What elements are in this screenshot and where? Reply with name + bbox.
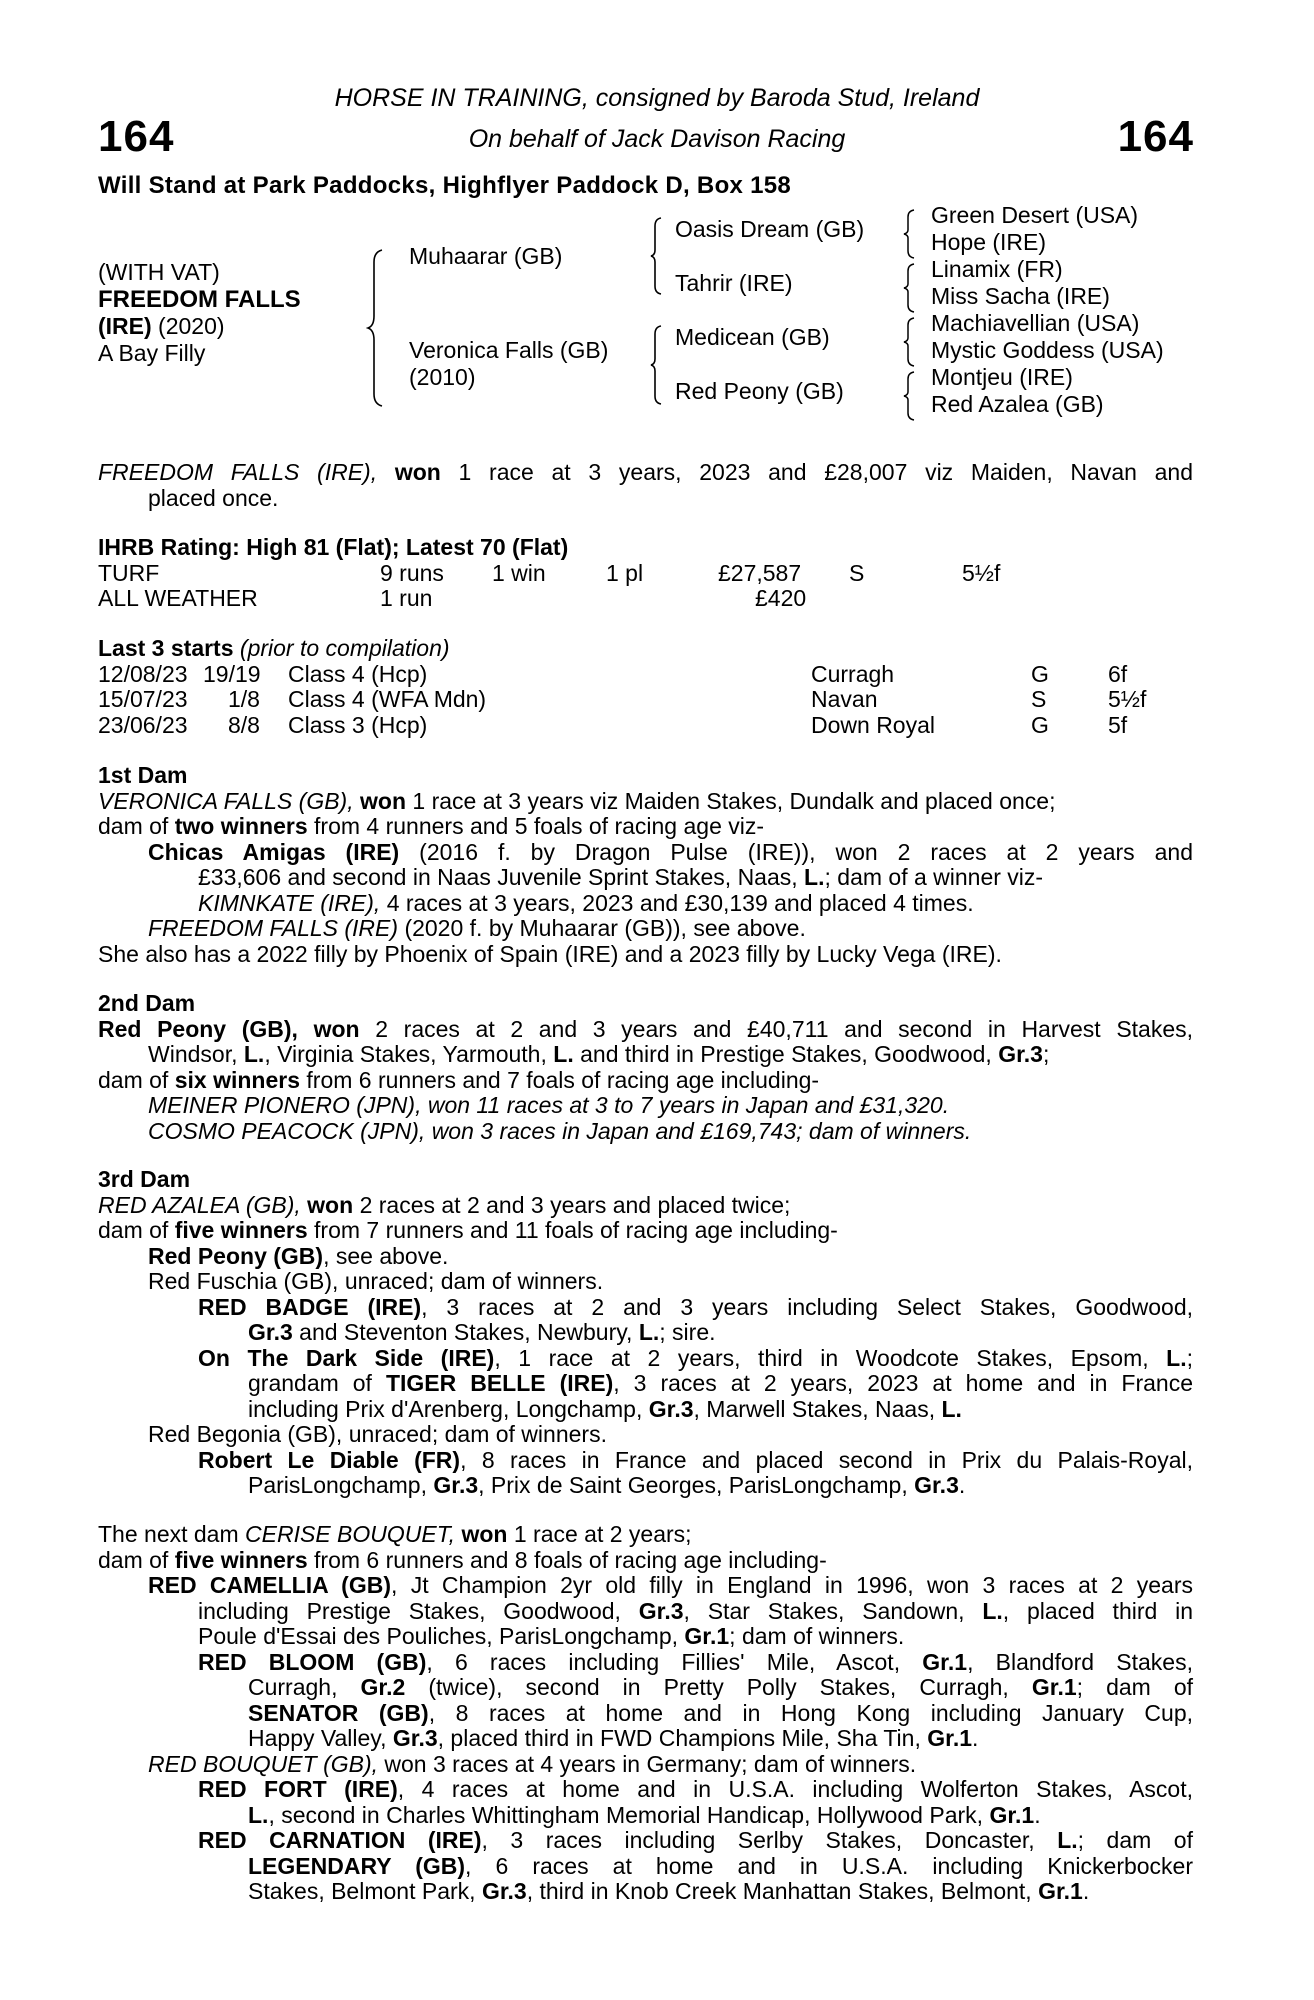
progeny-name: On The Dark Side (IRE) bbox=[198, 1344, 495, 1371]
third-dam-line bbox=[98, 1320, 1193, 1346]
text: from 7 runners and 11 foals of racing age including- bbox=[314, 1217, 838, 1243]
start-class: Class 3 (Hcp) bbox=[288, 711, 428, 738]
group-label: Gr.3 bbox=[481, 1878, 527, 1904]
sire-dam-name: Tahrir (IRE) bbox=[675, 270, 793, 296]
text: and third in Prestige Stakes, Goodwood, bbox=[580, 1041, 992, 1067]
text: . bbox=[1034, 1801, 1041, 1828]
next-dam-line bbox=[98, 1548, 1193, 1574]
listed-label: L. bbox=[553, 1041, 574, 1067]
text: , Marwell Stakes, Naas, bbox=[693, 1395, 936, 1422]
text: , Blandford Stakes, bbox=[967, 1648, 1193, 1675]
progeny-name: RED BOUQUET (GB), bbox=[148, 1750, 379, 1777]
ancestor-montjeu: Montjeu (IRE) bbox=[931, 364, 1073, 390]
text: from 6 runners and 7 foals of racing age including- bbox=[306, 1066, 820, 1093]
start-course: Navan bbox=[811, 686, 878, 712]
progeny-name: KIMNKATE (IRE), bbox=[198, 889, 381, 916]
progeny-name: FREEDOM FALLS (IRE) bbox=[148, 915, 399, 941]
listed-label: L. bbox=[941, 1395, 962, 1422]
text: , Star Stakes, Sandown, bbox=[683, 1597, 965, 1624]
progeny-name: Robert Le Diable (FR) bbox=[198, 1446, 461, 1473]
first-dam-name: VERONICA FALLS (GB), bbox=[98, 787, 354, 814]
pedigree-brace-g1 bbox=[902, 208, 916, 260]
group-label: Gr.2 bbox=[360, 1674, 406, 1700]
text: dam of bbox=[98, 1546, 169, 1573]
horse-year: (2020) bbox=[151, 313, 225, 339]
rating-distance: 5½f bbox=[962, 559, 1001, 586]
third-dam-name: RED AZALEA (GB), bbox=[98, 1191, 301, 1218]
first-dam-line bbox=[98, 789, 1193, 815]
on-behalf-heading: On behalf of Jack Davison Racing bbox=[468, 125, 846, 153]
text: from 6 runners and 8 foals of racing age including- bbox=[314, 1546, 827, 1573]
next-dam-line bbox=[98, 1726, 1193, 1752]
text: dam of bbox=[98, 1066, 169, 1093]
third-dam-title: 3rd Dam bbox=[98, 1166, 191, 1192]
text: Happy Valley, bbox=[248, 1725, 387, 1751]
ancestor-mystic-goddess: Mystic Goddess (USA) bbox=[931, 337, 1164, 363]
text: including Prix d'Arenberg, Longchamp, bbox=[248, 1395, 643, 1422]
third-dam-line bbox=[98, 1244, 1193, 1270]
next-dam-line bbox=[98, 1522, 1193, 1548]
next-dam-line bbox=[98, 1803, 1193, 1829]
text: . bbox=[972, 1725, 979, 1751]
first-dam-line bbox=[98, 891, 1193, 917]
second-dam-name: Red Peony (GB), bbox=[98, 1015, 298, 1042]
text: , 4 races at home and in U.S.A. including Wolferton Stakes, Ascot, bbox=[397, 1776, 1193, 1802]
start-date: 15/07/23 bbox=[98, 686, 188, 712]
progeny-name: Chicas Amigas (IRE) bbox=[148, 838, 400, 865]
won-label: won bbox=[461, 1521, 508, 1547]
text: , Jt Champion 2yr old filly in England in 1996, won 3 races at 2 years bbox=[391, 1572, 1194, 1598]
text: , placed third in bbox=[1002, 1597, 1194, 1624]
first-dam-line bbox=[98, 814, 1193, 840]
text: including Prestige Stakes, Goodwood, bbox=[198, 1597, 621, 1624]
next-dam-line bbox=[98, 1828, 1193, 1854]
pedigree-brace-g4 bbox=[902, 370, 916, 422]
pedigree-brace-g3 bbox=[902, 316, 916, 368]
progeny-name: RED CAMELLIA (GB) bbox=[148, 1572, 391, 1598]
summary-text: 1 race at 3 years, 2023 and £28,007 viz Maiden, Navan and bbox=[458, 459, 1194, 485]
ancestor-linamix: Linamix (FR) bbox=[931, 256, 1063, 282]
group-label: Gr.3 bbox=[638, 1597, 684, 1624]
text: Stakes, Belmont Park, bbox=[248, 1878, 476, 1904]
next-dam-line bbox=[98, 1573, 1193, 1599]
next-dam-line bbox=[98, 1854, 1193, 1880]
text: ; bbox=[1042, 1041, 1050, 1067]
second-dam-line bbox=[98, 1042, 1193, 1068]
last-starts-section bbox=[98, 636, 1193, 738]
start-distance: 6f bbox=[1108, 660, 1128, 687]
text: ; dam of bbox=[1077, 1827, 1193, 1853]
rating-prize: £420 bbox=[755, 585, 807, 611]
third-dam-line bbox=[98, 1397, 1193, 1423]
second-dam-line: COSMO PEACOCK (JPN), won 3 races in Japan and £169,743; dam of winners. bbox=[148, 1117, 972, 1144]
text: , 3 races at 2 years, 2023 at home and in France bbox=[613, 1370, 1193, 1396]
start-date: 12/08/23 bbox=[98, 660, 188, 687]
text: . bbox=[1082, 1878, 1090, 1904]
text: , 6 races including Fillies' Mile, Ascot, bbox=[426, 1648, 901, 1675]
progeny-name: RED FORT (IRE) bbox=[198, 1776, 398, 1802]
group-label: Gr.3 bbox=[914, 1472, 959, 1498]
start-position: 19/19 bbox=[203, 660, 261, 687]
second-dam-record: 2 races at 2 and 3 years and £40,711 and second in Harvest Stakes, bbox=[375, 1015, 1194, 1042]
horse-name: FREEDOM FALLS bbox=[98, 286, 301, 313]
text: . bbox=[958, 1472, 966, 1498]
winners-count: six winners bbox=[174, 1066, 300, 1093]
horse-suffix-year bbox=[98, 313, 225, 340]
text: £33,606 and second in Naas Juvenile Sprint Stakes, Naas, bbox=[198, 864, 798, 890]
group-label: Gr.3 bbox=[998, 1041, 1043, 1067]
text: Poule d'Essai des Pouliches, ParisLongchamp, bbox=[198, 1623, 679, 1649]
progeny-record: (2020 f. by Muhaarar (GB)), see above. bbox=[404, 915, 806, 941]
ancestor-hope: Hope (IRE) bbox=[931, 229, 1047, 255]
summary-won: won bbox=[394, 459, 441, 485]
text: Windsor, bbox=[148, 1041, 238, 1067]
text: , 3 races at 2 and 3 years including Select Stakes, Goodwood, bbox=[421, 1293, 1193, 1320]
last-starts-title bbox=[98, 636, 1193, 662]
progeny-record: 4 races at 3 years, 2023 and £30,139 and placed 4 times. bbox=[386, 889, 974, 916]
group-label: Gr.1 bbox=[927, 1725, 973, 1751]
rating-row-all-weather bbox=[98, 586, 1193, 612]
listed-label: L. bbox=[638, 1319, 660, 1345]
next-dam-line bbox=[98, 1675, 1193, 1701]
rating-prize: £27,587 bbox=[718, 559, 802, 586]
listed-label: L. bbox=[1166, 1344, 1187, 1371]
start-row bbox=[98, 687, 1193, 713]
third-dam-line bbox=[98, 1473, 1193, 1499]
text: ; dam of winners. bbox=[729, 1623, 905, 1649]
rating-runs: 9 runs bbox=[380, 559, 444, 586]
listed-label: L. bbox=[1057, 1827, 1078, 1853]
text: , 6 races at home and in U.S.A. including Knickerbocker bbox=[465, 1852, 1194, 1879]
second-dam-line bbox=[98, 1068, 1193, 1094]
ancestor-machiavellian: Machiavellian (USA) bbox=[931, 310, 1140, 336]
progeny-name: SENATOR (GB) bbox=[248, 1699, 429, 1726]
text: , 8 races in France and placed second in Prix du Palais-Royal, bbox=[460, 1446, 1193, 1473]
text: , third in Knob Creek Manhattan Stakes, Belmont, bbox=[526, 1878, 1032, 1904]
start-course: Curragh bbox=[811, 660, 895, 687]
dam-sire-name: Medicean (GB) bbox=[675, 324, 830, 350]
first-dam-line bbox=[98, 916, 1193, 942]
rating-title: IHRB Rating: High 81 (Flat); Latest 70 (Flat) bbox=[98, 534, 569, 560]
next-dam-line bbox=[98, 1650, 1193, 1676]
second-dam-line: MEINER PIONERO (JPN), won 11 races at 3 to 7 years in Japan and £31,320. bbox=[148, 1092, 950, 1118]
listed-label: L. bbox=[248, 1801, 269, 1828]
text: , see above. bbox=[323, 1242, 449, 1269]
horse-description: A Bay Filly bbox=[98, 340, 206, 366]
text: dam of bbox=[98, 813, 169, 839]
group-label: Gr.1 bbox=[989, 1801, 1035, 1828]
first-dam-line bbox=[98, 840, 1193, 866]
next-dam-line bbox=[98, 1701, 1193, 1727]
first-dam-line: She also has a 2022 filly by Phoenix of Spain (IRE) and a 2023 filly by Lucky Vega (IRE). bbox=[98, 940, 1002, 967]
start-date: 23/06/23 bbox=[98, 711, 188, 738]
sire-name: Muhaarar (GB) bbox=[409, 243, 563, 269]
third-dam-line bbox=[98, 1448, 1193, 1474]
start-course: Down Royal bbox=[811, 711, 935, 738]
second-dam-section bbox=[98, 991, 1193, 1144]
summary-horse: FREEDOM FALLS (IRE), bbox=[98, 459, 378, 485]
start-class: Class 4 (Hcp) bbox=[288, 660, 428, 687]
next-dam-name: CERISE BOUQUET, bbox=[245, 1521, 456, 1547]
third-dam-section bbox=[98, 1167, 1193, 1499]
ancestor-red-azalea: Red Azalea (GB) bbox=[931, 391, 1104, 417]
text: dam of bbox=[98, 1217, 169, 1243]
progeny-name: Red Peony (GB) bbox=[148, 1242, 324, 1269]
progeny-record: (2016 f. by Dragon Pulse (IRE)), won 2 races at 2 years and bbox=[419, 838, 1193, 865]
won-label: won bbox=[307, 1191, 354, 1218]
summary-line-1 bbox=[98, 460, 1193, 486]
start-going: G bbox=[1031, 660, 1049, 687]
won-label: won bbox=[313, 1015, 360, 1042]
rating-row-turf bbox=[98, 561, 1193, 587]
text: won 3 races at 4 years in Germany; dam of winners. bbox=[384, 1750, 917, 1777]
rating-wins: 1 win bbox=[492, 559, 546, 586]
race-summary bbox=[98, 460, 1193, 511]
summary-line-2: placed once. bbox=[148, 484, 279, 511]
text: , placed third in FWD Champions Mile, Sha Tin, bbox=[437, 1725, 921, 1751]
listed-label: L. bbox=[243, 1041, 265, 1067]
third-dam-line bbox=[98, 1346, 1193, 1372]
progeny-name: LEGENDARY (GB) bbox=[248, 1852, 466, 1879]
rating-section bbox=[98, 535, 1193, 612]
text: ParisLongchamp, bbox=[248, 1472, 427, 1498]
start-row bbox=[98, 662, 1193, 688]
start-row bbox=[98, 713, 1193, 739]
text: ; sire. bbox=[659, 1319, 716, 1345]
group-label: Gr.1 bbox=[1038, 1878, 1083, 1904]
text: Curragh, bbox=[248, 1674, 338, 1700]
rating-runs: 1 run bbox=[380, 585, 433, 611]
start-class: Class 4 (WFA Mdn) bbox=[288, 686, 487, 712]
progeny-name: RED CARNATION (IRE) bbox=[198, 1827, 482, 1853]
first-dam-line bbox=[98, 865, 1193, 891]
text: from 4 runners and 5 foals of racing age viz- bbox=[314, 813, 765, 839]
group-label: Gr.3 bbox=[648, 1395, 694, 1422]
group-label: Gr.3 bbox=[433, 1472, 479, 1498]
third-dam-line bbox=[98, 1218, 1193, 1244]
second-dam-line bbox=[98, 1017, 1193, 1043]
text: ; dam of a winner viz- bbox=[824, 864, 1044, 890]
group-label: Gr.1 bbox=[922, 1648, 968, 1675]
text: (twice), second in Pretty Polly Stakes, Curragh, bbox=[428, 1674, 1009, 1700]
pedigree-brace-main bbox=[366, 248, 386, 408]
next-dam-line bbox=[98, 1752, 1193, 1778]
group-label: Gr.1 bbox=[684, 1623, 730, 1649]
text: grandam of bbox=[248, 1370, 372, 1396]
vat-label: (WITH VAT) bbox=[98, 259, 220, 285]
dam-dam-name: Red Peony (GB) bbox=[675, 378, 844, 404]
text: The next dam bbox=[98, 1521, 239, 1547]
start-distance: 5½f bbox=[1108, 686, 1147, 712]
second-dam-title: 2nd Dam bbox=[98, 990, 196, 1016]
listed-label: L. bbox=[982, 1597, 1003, 1624]
pedigree-brace-sire bbox=[649, 216, 663, 296]
first-dam-record: 1 race at 3 years viz Maiden Stakes, Dundalk and placed once; bbox=[412, 787, 1056, 814]
third-dam-line bbox=[98, 1371, 1193, 1397]
third-dam-line bbox=[98, 1295, 1193, 1321]
text: , Virginia Stakes, Yarmouth, bbox=[264, 1041, 547, 1067]
text: , 1 race at 2 years, third in Woodcote Stakes, Epsom, bbox=[494, 1344, 1149, 1371]
next-dam-line bbox=[98, 1599, 1193, 1625]
start-position: 1/8 bbox=[228, 686, 260, 712]
start-position: 8/8 bbox=[228, 711, 260, 738]
group-label: Gr.3 bbox=[248, 1319, 293, 1345]
dam-year: (2010) bbox=[409, 364, 476, 390]
text: ; dam of bbox=[1076, 1674, 1194, 1700]
horse-country: (IRE) bbox=[98, 313, 152, 339]
last-starts-heading: Last 3 starts bbox=[98, 635, 234, 661]
group-label: Gr.1 bbox=[1031, 1674, 1077, 1700]
pedigree-brace-dam bbox=[649, 324, 663, 406]
lot-number-left: 164 bbox=[98, 112, 175, 161]
start-going: G bbox=[1031, 711, 1049, 738]
text: , Prix de Saint Georges, ParisLongchamp, bbox=[478, 1472, 908, 1498]
pedigree-brace-g2 bbox=[902, 262, 916, 314]
consignor-heading: HORSE IN TRAINING, consigned by Baroda Stud, Ireland bbox=[334, 84, 980, 112]
third-dam-line: Red Begonia (GB), unraced; dam of winners. bbox=[148, 1421, 607, 1447]
text: 1 race at 2 years; bbox=[513, 1521, 692, 1547]
group-label: Gr.3 bbox=[392, 1725, 438, 1751]
progeny-name: RED BADGE (IRE) bbox=[198, 1293, 422, 1320]
listed-label: L. bbox=[804, 864, 825, 890]
text: and Steventon Stakes, Newbury, bbox=[299, 1319, 633, 1345]
rating-places: 1 pl bbox=[606, 559, 644, 586]
winners-count: five winners bbox=[174, 1546, 308, 1573]
stand-location: Will Stand at Park Paddocks, Highflyer Paddock D, Box 158 bbox=[98, 172, 792, 199]
third-dam-line bbox=[98, 1193, 1193, 1219]
start-going: S bbox=[1031, 686, 1047, 712]
rating-surface: ALL WEATHER bbox=[98, 585, 258, 611]
last-starts-note: (prior to compilation) bbox=[239, 635, 450, 661]
rating-going: S bbox=[849, 559, 865, 586]
ancestor-miss-sacha: Miss Sacha (IRE) bbox=[931, 283, 1110, 309]
text: , 8 races at home and in Hong Kong including January Cup, bbox=[428, 1699, 1193, 1726]
third-dam-line: Red Fuschia (GB), unraced; dam of winners. bbox=[148, 1268, 604, 1294]
winners-count: five winners bbox=[174, 1217, 308, 1243]
ancestor-green-desert: Green Desert (USA) bbox=[931, 202, 1139, 228]
next-dam-section bbox=[98, 1522, 1193, 1905]
text: , 3 races including Serlby Stakes, Doncaster, bbox=[481, 1827, 1035, 1853]
start-distance: 5f bbox=[1108, 711, 1128, 738]
rating-surface: TURF bbox=[98, 559, 160, 586]
lot-number-right: 164 bbox=[1117, 112, 1194, 161]
text: , second in Charles Whittingham Memorial Handicap, Hollywood Park, bbox=[268, 1801, 984, 1828]
dam-name: Veronica Falls (GB) bbox=[409, 337, 609, 363]
progeny-name: TIGER BELLE (IRE) bbox=[385, 1370, 614, 1396]
sire-sire-name: Oasis Dream (GB) bbox=[675, 216, 865, 242]
first-dam-section bbox=[98, 763, 1193, 967]
next-dam-line bbox=[98, 1879, 1193, 1905]
text: ; bbox=[1186, 1344, 1193, 1371]
first-dam-title: 1st Dam bbox=[98, 762, 188, 788]
won-label: won bbox=[360, 787, 406, 814]
next-dam-line bbox=[98, 1777, 1193, 1803]
progeny-name: RED BLOOM (GB) bbox=[198, 1648, 427, 1675]
winners-count: two winners bbox=[174, 813, 308, 839]
next-dam-line bbox=[98, 1624, 1193, 1650]
text: 2 races at 2 and 3 years and placed twice; bbox=[359, 1191, 791, 1218]
